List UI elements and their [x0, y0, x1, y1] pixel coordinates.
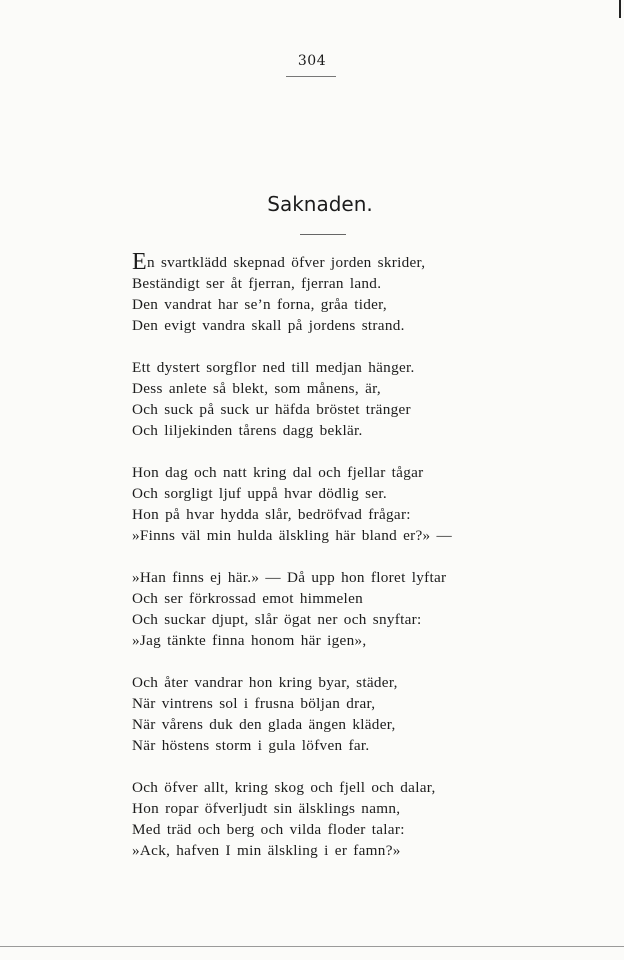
- poem-title: Saknaden.: [267, 192, 373, 216]
- poem-line: »Jag tänkte finna honom här igen»,: [132, 632, 367, 649]
- poem-line: Hon ropar öfverljudt sin älsklings namn,: [132, 800, 401, 817]
- page-bottom-edge: [0, 946, 624, 947]
- poem-line: [132, 249, 602, 275]
- poem-line: »Han finns ej här.» — Då upp hon floret lyftar: [132, 569, 447, 586]
- poem-line-text: n svartklädd skepnad öfver jorden skrider,: [146, 254, 426, 271]
- poem-line: När höstens storm i gula löfven far.: [132, 737, 370, 754]
- title-rule: [300, 234, 346, 235]
- margin-mark: [619, 0, 621, 18]
- stanza: [132, 567, 602, 651]
- stanza: [132, 357, 602, 441]
- poem-line: Med träd och berg och vilda floder talar:: [132, 821, 405, 838]
- poem-line: Ett dystert sorgflor ned till medjan hänger.: [132, 359, 415, 376]
- poem-line: När vintrens sol i frusna böljan drar,: [132, 695, 376, 712]
- poem-line: Och suckar djupt, slår ögat ner och snyftar:: [132, 611, 422, 628]
- poem-line: Och ser förkrossad emot himmelen: [132, 590, 364, 607]
- stanza: [132, 249, 602, 336]
- poem-line: Hon dag och natt kring dal och fjellar tågar: [132, 464, 424, 481]
- stanza: [132, 462, 602, 546]
- poem-line: Och suck på suck ur häfda bröstet tränger: [132, 401, 411, 418]
- stanza: [132, 672, 602, 756]
- poem-body: [132, 249, 602, 882]
- poem-line: Hon på hvar hydda slår, bedröfvad frågar:: [132, 506, 411, 523]
- poem-line: Den vandrat har se’n forna, gråa tider,: [132, 296, 388, 313]
- poem-line: Den evigt vandra skall på jordens strand.: [132, 317, 405, 334]
- page-number: 304: [297, 53, 327, 69]
- poem-line: »Finns väl min hulda älskling här bland er?» —: [132, 527, 453, 544]
- poem-line: Och öfver allt, kring skog och fjell och dalar,: [132, 779, 436, 796]
- stanza: [132, 777, 602, 861]
- poem-line: Och liljekinden tårens dagg beklär.: [132, 422, 363, 439]
- poem-line: »Ack, hafven I min älskling i er famn?»: [132, 842, 401, 859]
- initial-letter: E: [132, 249, 147, 275]
- page-number-rule: [286, 76, 336, 77]
- poem-line: Beständigt ser åt fjerran, fjerran land.: [132, 275, 382, 292]
- poem-line: Och åter vandrar hon kring byar, städer,: [132, 674, 398, 691]
- poem-line: Dess anlete så blekt, som månens, är,: [132, 380, 381, 397]
- poem-line: Och sorgligt ljuf uppå hvar dödlig ser.: [132, 485, 387, 502]
- poem-line: När vårens duk den glada ängen kläder,: [132, 716, 396, 733]
